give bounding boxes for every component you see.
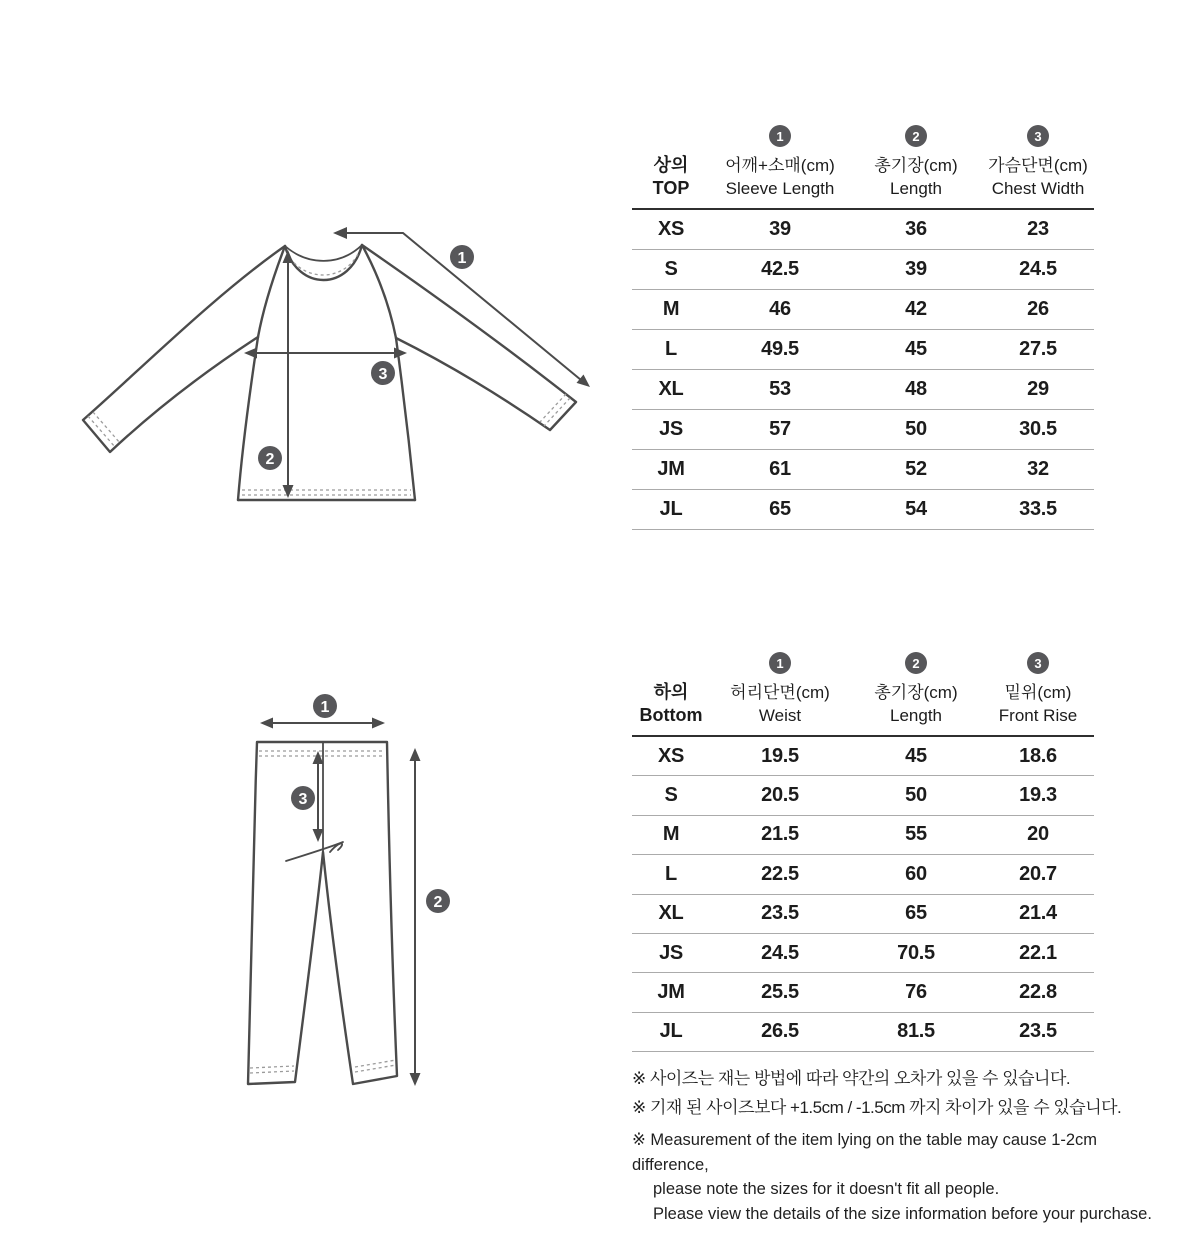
value-cell: 50 bbox=[905, 418, 927, 440]
value-cell: 20.5 bbox=[761, 784, 799, 807]
value-cell: 19.3 bbox=[1019, 784, 1057, 807]
top-table-group-cell bbox=[632, 106, 710, 208]
shirt-badge-3-number: 3 bbox=[378, 366, 388, 383]
bottom-table-group-cell bbox=[632, 633, 710, 735]
pants-badge-2-number: 2 bbox=[433, 894, 443, 911]
value-cell: 36 bbox=[905, 218, 927, 240]
table-row bbox=[632, 330, 1094, 370]
size-label: XS bbox=[657, 218, 685, 240]
value-cell: 24.5 bbox=[1019, 258, 1057, 280]
bottom-column-header-2 bbox=[850, 633, 982, 735]
size-label: S bbox=[664, 258, 678, 280]
arrowhead bbox=[333, 227, 347, 239]
column-1-label-en: Sleeve Length bbox=[725, 179, 835, 198]
value-cell: 48 bbox=[905, 378, 927, 400]
value-cell: 46 bbox=[769, 298, 791, 320]
arrowhead bbox=[394, 348, 407, 359]
size-label: JS bbox=[659, 418, 683, 440]
size-label: JL bbox=[659, 498, 683, 520]
pants-right-cuff-stitch bbox=[355, 1060, 396, 1067]
value-cell: 57 bbox=[769, 418, 791, 440]
pants-measurement-diagram bbox=[180, 680, 520, 1100]
value-cell: 19.5 bbox=[761, 744, 799, 767]
value-cell: 50 bbox=[905, 784, 927, 807]
value-cell: 22.1 bbox=[1019, 941, 1057, 964]
shirt-collar-top-edge bbox=[285, 245, 362, 261]
arrowhead bbox=[410, 748, 421, 761]
column-2-label-en: Length bbox=[890, 179, 942, 198]
arrowhead bbox=[260, 718, 273, 729]
table-row bbox=[632, 290, 1094, 330]
value-cell: 20 bbox=[1027, 823, 1049, 846]
pants-left-cuff-stitch-2 bbox=[250, 1071, 294, 1073]
column-3-badge-icon: 3 bbox=[1027, 652, 1049, 674]
top-column-header-3 bbox=[982, 106, 1094, 208]
value-cell: 25.5 bbox=[761, 981, 799, 1004]
table-row bbox=[632, 210, 1094, 250]
column-1-label-ko: 어깨+소매(cm) bbox=[725, 156, 835, 175]
value-cell: 39 bbox=[905, 258, 927, 280]
top-column-header-1 bbox=[710, 106, 850, 208]
column-1-label-ko: 허리단면(cm) bbox=[730, 683, 830, 702]
value-cell: 22.5 bbox=[761, 862, 799, 885]
column-2-label-en: Length bbox=[890, 706, 942, 725]
column-1-label-en: Weist bbox=[758, 706, 802, 725]
table-row bbox=[632, 410, 1094, 450]
column-2-badge-icon: 2 bbox=[905, 652, 927, 674]
size-label: L bbox=[665, 338, 677, 360]
size-label: M bbox=[662, 823, 680, 846]
table-row bbox=[632, 737, 1094, 776]
bottom-table-header bbox=[632, 633, 1094, 737]
table-row bbox=[632, 855, 1094, 894]
table-row bbox=[632, 973, 1094, 1012]
pants-crotch-mark bbox=[286, 842, 343, 861]
shirt-right-sleeve bbox=[362, 245, 576, 430]
value-cell: 32 bbox=[1027, 458, 1049, 480]
column-3-label-en: Front Rise bbox=[998, 706, 1078, 725]
pants-left-cuff-stitch bbox=[250, 1066, 294, 1068]
value-cell: 65 bbox=[769, 498, 791, 520]
value-cell: 20.7 bbox=[1019, 862, 1057, 885]
column-2-badge-icon: 2 bbox=[905, 125, 927, 147]
size-label: XS bbox=[657, 744, 685, 767]
value-cell: 81.5 bbox=[897, 1020, 935, 1043]
top-table-header bbox=[632, 106, 1094, 210]
size-label: JM bbox=[657, 458, 685, 480]
note-ko-line-2: ※ 기재 된 사이즈보다 +1.5cm / -1.5cm 까지 차이가 있을 수 있습니다. bbox=[632, 1098, 1122, 1117]
group-label-ko: 하의 bbox=[653, 682, 689, 702]
value-cell: 33.5 bbox=[1019, 498, 1057, 520]
top-column-header-2 bbox=[850, 106, 982, 208]
column-3-label-en: Chest Width bbox=[991, 179, 1085, 198]
value-cell: 22.8 bbox=[1019, 981, 1057, 1004]
arrowhead bbox=[372, 718, 385, 729]
group-label-en: TOP bbox=[652, 178, 690, 198]
size-label: XL bbox=[658, 902, 684, 925]
value-cell: 55 bbox=[905, 823, 927, 846]
value-cell: 60 bbox=[905, 862, 927, 885]
size-label: JS bbox=[659, 941, 683, 964]
value-cell: 29 bbox=[1027, 378, 1049, 400]
table-row bbox=[632, 370, 1094, 410]
shirt-badge-1-number: 1 bbox=[457, 250, 467, 267]
column-3-label-ko: 밑위(cm) bbox=[1004, 683, 1072, 702]
value-cell: 53 bbox=[769, 378, 791, 400]
table-row bbox=[632, 450, 1094, 490]
value-cell: 39 bbox=[769, 218, 791, 240]
value-cell: 30.5 bbox=[1019, 418, 1057, 440]
table-row bbox=[632, 895, 1094, 934]
bottom-size-table bbox=[632, 633, 1094, 1052]
column-1-badge-icon: 1 bbox=[769, 125, 791, 147]
size-label: L bbox=[665, 862, 677, 885]
pants-badge-3-number: 3 bbox=[298, 791, 308, 808]
arrowhead bbox=[283, 485, 294, 498]
column-2-label-ko: 총기장(cm) bbox=[874, 156, 958, 175]
arrowhead bbox=[313, 829, 324, 842]
value-cell: 26.5 bbox=[761, 1020, 799, 1043]
value-cell: 23 bbox=[1027, 218, 1049, 240]
notes-english bbox=[632, 1128, 1172, 1226]
value-cell: 26 bbox=[1027, 298, 1049, 320]
value-cell: 21.4 bbox=[1019, 902, 1057, 925]
table-row bbox=[632, 250, 1094, 290]
value-cell: 76 bbox=[905, 981, 927, 1004]
note-en-line-1: ※ Measurement of the item lying on the table may cause 1-2cm difference, bbox=[632, 1131, 1098, 1174]
column-3-badge-icon: 3 bbox=[1027, 125, 1049, 147]
pants-badge-1-number: 1 bbox=[320, 699, 330, 716]
note-en-line-2: please note the sizes for it doesn't fit all people. bbox=[653, 1180, 1000, 1198]
column-1-badge-icon: 1 bbox=[769, 652, 791, 674]
table-row bbox=[632, 816, 1094, 855]
value-cell: 45 bbox=[905, 744, 927, 767]
note-en-line-3: Please view the details of the size information before your purchase. bbox=[653, 1204, 1152, 1223]
value-cell: 61 bbox=[769, 458, 791, 480]
value-cell: 18.6 bbox=[1019, 744, 1057, 767]
size-label: XL bbox=[658, 378, 684, 400]
arrowhead bbox=[313, 751, 324, 764]
value-cell: 49.5 bbox=[761, 338, 799, 360]
table-row bbox=[632, 934, 1094, 973]
table-row bbox=[632, 1013, 1094, 1052]
value-cell: 54 bbox=[905, 498, 927, 520]
bottom-column-header-1 bbox=[710, 633, 850, 735]
size-label: S bbox=[664, 784, 678, 807]
value-cell: 52 bbox=[905, 458, 927, 480]
value-cell: 23.5 bbox=[761, 902, 799, 925]
size-label: M bbox=[662, 298, 680, 320]
column-3-label-ko: 가슴단면(cm) bbox=[988, 156, 1088, 175]
shirt-badge-2-number: 2 bbox=[265, 451, 275, 468]
value-cell: 42 bbox=[905, 298, 927, 320]
value-cell: 21.5 bbox=[761, 823, 799, 846]
bottom-column-header-3 bbox=[982, 633, 1094, 735]
top-table-body bbox=[632, 210, 1094, 530]
value-cell: 24.5 bbox=[761, 941, 799, 964]
group-label-ko: 상의 bbox=[653, 155, 689, 175]
table-row bbox=[632, 776, 1094, 815]
top-size-table bbox=[632, 106, 1094, 530]
value-cell: 65 bbox=[905, 902, 927, 925]
table-row bbox=[632, 490, 1094, 530]
value-cell: 27.5 bbox=[1019, 338, 1057, 360]
arrowhead bbox=[410, 1073, 421, 1086]
value-cell: 23.5 bbox=[1019, 1020, 1057, 1043]
column-2-label-ko: 총기장(cm) bbox=[874, 683, 958, 702]
bottom-table-body bbox=[632, 737, 1094, 1052]
notes-korean bbox=[632, 1064, 1172, 1122]
size-label: JM bbox=[657, 981, 685, 1004]
arrowhead bbox=[244, 348, 257, 359]
arrowhead bbox=[577, 375, 591, 388]
value-cell: 45 bbox=[905, 338, 927, 360]
group-label-en: Bottom bbox=[639, 705, 703, 725]
value-cell: 42.5 bbox=[761, 258, 799, 280]
note-ko-line-1: ※ 사이즈는 재는 방법에 따라 약간의 오차가 있을 수 있습니다. bbox=[632, 1069, 1071, 1088]
shirt-measurement-diagram bbox=[40, 180, 600, 520]
value-cell: 70.5 bbox=[897, 941, 935, 964]
size-label: JL bbox=[659, 1020, 683, 1043]
